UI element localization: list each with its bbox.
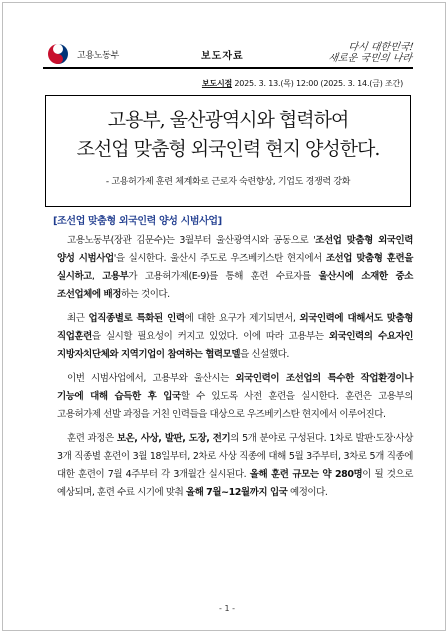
page-number: - 1 - (219, 604, 235, 613)
headline (46, 106, 410, 164)
text-run: 예정이다. (287, 487, 328, 498)
document-type: 보도자료 (201, 51, 244, 62)
text-run: 의 5개 분야로 구성된다. 1차로 발판·도장·사상 3개 직종별 훈련이 3월 18일부터, 2차로 사상 직종에 대해 5월 3주부터, 3차로 5개 직종에 대한 훈련이 7월 4주부터 각 3개월간 실시된다. (57, 433, 413, 480)
text-run: , (91, 271, 103, 282)
press-release-header (43, 39, 413, 67)
section-heading: [조선업 맞춤형 외국인력 양성 시범사업] (53, 216, 222, 227)
embargo-label: 보도시점 (201, 79, 233, 88)
slogan-line-2: 새로운 국민의 나라 (327, 53, 413, 64)
text-run: 이번 시범사업에서, 고용부와 울산시는 (67, 373, 236, 384)
text-run: 훈련 과정은 (67, 433, 117, 444)
embargo-value: 2025. 3. 13.(목) 12:00 (2025. 3. 14.(금) 조간) (234, 79, 403, 88)
bold-run: 업직종별로 특화된 인력 (88, 313, 185, 324)
bold-run: 울산시에 소재한 중소 조선업체에 배정 (57, 271, 413, 300)
bold-run: 외국인력의 수요자인 지방자치단체와 지역기업이 참여하는 협력모델 (57, 331, 414, 360)
text-run: 하는 것이다. (120, 289, 170, 300)
ministry-name: 고용노동부 (77, 51, 119, 61)
text-run: '을 실시한다. 울산시 주도로 우즈베키스탄 현지에서 (113, 253, 326, 264)
text-run: 최근 (67, 313, 89, 324)
headline-box (45, 95, 411, 207)
text-run: 가 고용허가제(E-9)를 통해 훈련 수료자를 (128, 271, 319, 282)
headline-line-2: 조선업 맞춤형 외국인력 현지 양성한다. (76, 138, 380, 160)
paragraph-3 (57, 370, 413, 424)
paragraph-4 (57, 430, 413, 502)
bold-run: 외국인력에 대해서도 맞춤형 직업훈련 (57, 313, 413, 342)
header-rule (43, 67, 413, 69)
government-taegeuk-logo-icon (47, 43, 69, 65)
text-run: 고용노동부(장관 김문수)는 3월부터 울산광역시와 공동으로 ' (67, 235, 316, 246)
bold-run: 외국인력이 조선업의 특수한 작업환경이나 기능에 대해 습득한 후 입국 (57, 373, 413, 402)
slogan-line-1: 다시 대한민국! (347, 42, 415, 53)
body-text (57, 232, 413, 508)
text-run: 을 신설했다. (240, 349, 289, 360)
bold-run: 올해 훈련 규모는 약 280명 (249, 469, 363, 480)
document-page (2, 2, 446, 631)
text-run: 이 될 것으로 예상되며, 훈련 수료 시기에 맞춰 (57, 469, 413, 498)
paragraph-1 (57, 232, 413, 304)
headline-line-1: 고용부, 울산광역시와 협력하여 (107, 109, 349, 131)
text-run: 할 수 있도록 사전 훈련을 실시한다. 훈련은 고용부의 고용허가제 선발 과정을 거친 인력들을 대상으로 우즈베키스탄 현지에서 이루어진다. (57, 391, 413, 420)
paragraph-2 (57, 310, 413, 364)
text-run: 에 대한 요구가 제기되면서, (184, 313, 300, 324)
embargo-line (202, 78, 403, 89)
bold-run: 보온, 사상, 발판, 도장, 전기 (116, 433, 231, 444)
bold-run: 올해 7월~12월까지 입국 (185, 487, 288, 498)
headline-subtitle: - 고용허가제 훈련 체계화로 근로자 숙련향상, 기업도 경쟁력 강화 (105, 177, 351, 187)
government-slogan (328, 42, 415, 64)
bold-run: 조선업 맞춤형 외국인력 양성 시범사업 (57, 235, 413, 264)
bold-run: 조선업 맞춤형 훈련을 실시하고 (57, 253, 413, 282)
bold-run: 고용부 (102, 271, 129, 282)
text-run: 을 실시할 필요성이 커지고 있었다. 이에 따라 고용부는 (91, 331, 329, 342)
